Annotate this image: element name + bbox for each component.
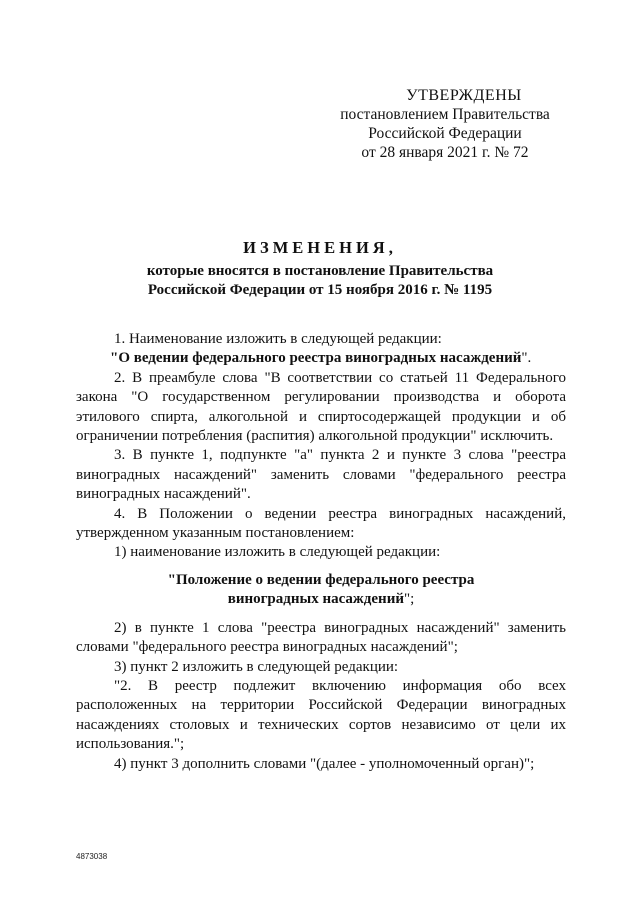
document-subtitle xyxy=(0,262,640,300)
subtitle-line-2: Российской Федерации от 15 ноября 2016 г. № 1195 xyxy=(147,282,493,298)
item-1-new-name-bold: "О ведении федерального реестра виноградных насаждений xyxy=(110,350,522,367)
item-4: 4. В Положении о ведении реестра виноградных насаждений, утвержденном указанным постановлением: xyxy=(76,505,566,542)
item-1: 1. Наименование изложить в следующей редакции: xyxy=(114,331,442,347)
document-title: ИЗМЕНЕНИЯ, xyxy=(243,238,397,257)
document-body xyxy=(76,330,566,774)
item-4-1-quote-line-2: виноградных насаждений xyxy=(227,591,404,608)
item-4-1-new-name xyxy=(76,571,566,610)
approval-block xyxy=(340,86,550,162)
item-4-3-quote: "2. В реестр подлежит включению информация обо всех расположенных на территории Российской Федерации виноградных насаждениях столовых и технических сортов независимо от цели их использования."; xyxy=(76,677,566,753)
item-3: 3. В пункте 1, подпункте "а" пункта 2 и пункте 3 слова "реестра виноградных насаждений" заменить словами "федерального реестра виноградных насаждений". xyxy=(76,447,566,503)
approval-line-1: постановлением Правительства xyxy=(340,106,550,123)
item-1-new-name xyxy=(76,349,566,368)
approval-line-3: от 28 января 2021 г. № 72 xyxy=(361,144,529,161)
approval-line-2: Российской Федерации xyxy=(368,125,522,142)
item-4-4: 4) пункт 3 дополнить словами "(далее - уполномоченный орган)"; xyxy=(114,755,535,772)
subtitle-line-1: которые вносятся в постановление Правительства xyxy=(146,263,494,279)
item-4-1: 1) наименование изложить в следующей редакции: xyxy=(114,544,441,561)
item-4-1-quote-line-1: "Положение о ведении федерального реестра xyxy=(167,571,475,588)
item-2: 2. В преамбуле слова "В соответствии со статьей 11 Федерального закона "О государственном регулировании производства и оборота этилового спирта, алкогольной и спиртосодержащей продукции и об ограничении потребления (распития) алкогольной продукции" исключить. xyxy=(76,369,566,445)
approval-stamp: УТВЕРЖДЕНЫ xyxy=(406,87,522,104)
item-1-new-name-tail: ". xyxy=(521,350,532,367)
item-4-3: 3) пункт 2 изложить в следующей редакции: xyxy=(114,658,399,675)
item-4-1-quote-tail: "; xyxy=(403,591,415,608)
item-4-2: 2) в пункте 1 слова "реестра виноградных насаждений" заменить словами "федерального реестра виноградных насаждений"; xyxy=(76,619,566,656)
document-code: 4873038 xyxy=(76,852,108,861)
